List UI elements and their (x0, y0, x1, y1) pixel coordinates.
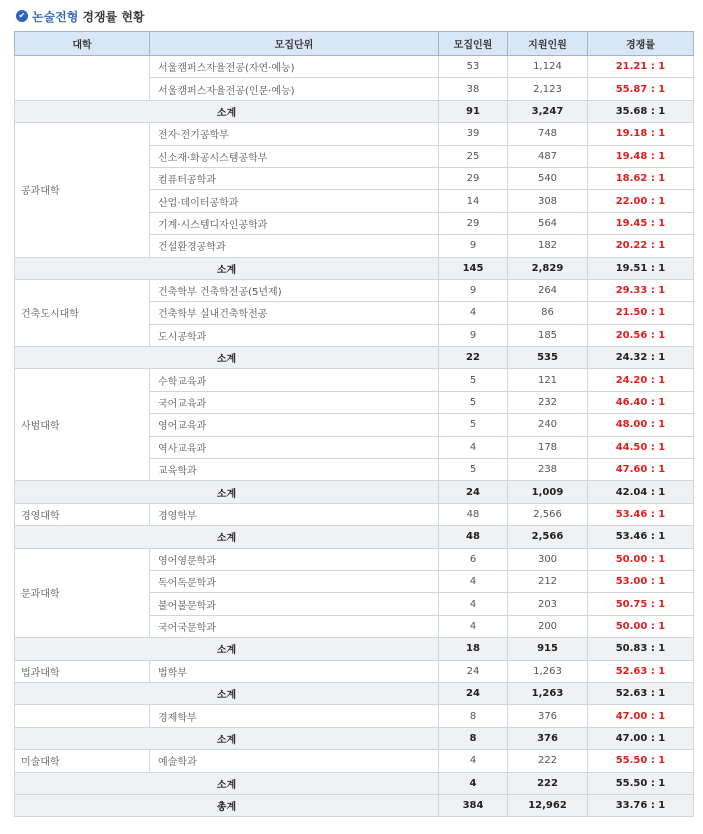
subtotal-label: 소계 (15, 526, 439, 548)
applicants-cell: 1,263 (508, 660, 588, 682)
quota-cell: 4 (439, 615, 508, 637)
applicants-cell: 178 (508, 436, 588, 458)
rate-cell: 50.00 : 1 (588, 615, 694, 637)
applicants-cell: 564 (508, 212, 588, 234)
header-quota: 모집인원 (439, 32, 508, 56)
table-row (15, 279, 694, 301)
rate-cell: 19.45 : 1 (588, 212, 694, 234)
rate-cell: 21.50 : 1 (588, 302, 694, 324)
rate-cell: 50.00 : 1 (588, 548, 694, 570)
quota-cell: 4 (439, 593, 508, 615)
subtotal-label: 소계 (15, 481, 439, 503)
applicants-cell: 2,123 (508, 78, 588, 100)
applicants-cell: 1,124 (508, 56, 588, 78)
quota-cell: 4 (439, 436, 508, 458)
table-row (15, 660, 694, 682)
table-body (15, 56, 694, 817)
table-row (15, 548, 694, 570)
subtotal-rate: 47.00 : 1 (588, 727, 694, 749)
quota-cell: 53 (439, 56, 508, 78)
subtotal-quota: 4 (439, 772, 508, 794)
applicants-cell: 203 (508, 593, 588, 615)
subtotal-applicants: 2,829 (508, 257, 588, 279)
quota-cell: 5 (439, 414, 508, 436)
unit-cell: 독어독문학과 (150, 570, 439, 592)
rate-cell: 48.00 : 1 (588, 414, 694, 436)
subtotal-row (15, 772, 694, 794)
quota-cell: 29 (439, 167, 508, 189)
quota-cell: 38 (439, 78, 508, 100)
quota-cell: 4 (439, 302, 508, 324)
college-cell: 법과대학 (15, 660, 150, 682)
total-row (15, 794, 694, 816)
rate-cell: 52.63 : 1 (588, 660, 694, 682)
table-row (15, 56, 694, 78)
total-applicants: 12,962 (508, 794, 588, 816)
table-row (15, 750, 694, 772)
rate-cell: 55.87 : 1 (588, 78, 694, 100)
college-cell: 문과대학 (15, 548, 150, 638)
applicants-cell: 182 (508, 235, 588, 257)
subtotal-row (15, 257, 694, 279)
subtotal-row (15, 638, 694, 660)
unit-cell: 예술학과 (150, 750, 439, 772)
rate-cell: 47.60 : 1 (588, 459, 694, 481)
subtotal-applicants: 222 (508, 772, 588, 794)
quota-cell: 25 (439, 145, 508, 167)
quota-cell: 6 (439, 548, 508, 570)
applicants-cell: 232 (508, 391, 588, 413)
total-rate: 33.76 : 1 (588, 794, 694, 816)
unit-cell: 법학부 (150, 660, 439, 682)
table-header-row (15, 32, 694, 56)
rate-cell: 19.48 : 1 (588, 145, 694, 167)
subtotal-rate: 24.32 : 1 (588, 347, 694, 369)
applicants-cell: 240 (508, 414, 588, 436)
header-unit: 모집단위 (150, 32, 439, 56)
quota-cell: 39 (439, 123, 508, 145)
rate-cell: 19.18 : 1 (588, 123, 694, 145)
subtotal-rate: 53.46 : 1 (588, 526, 694, 548)
subtotal-rate: 42.04 : 1 (588, 481, 694, 503)
quota-cell: 8 (439, 705, 508, 727)
college-cell (15, 56, 150, 101)
applicants-cell: 200 (508, 615, 588, 637)
unit-cell: 경영학부 (150, 503, 439, 525)
subtotal-quota: 8 (439, 727, 508, 749)
subtotal-row (15, 481, 694, 503)
quota-cell: 48 (439, 503, 508, 525)
applicants-cell: 376 (508, 705, 588, 727)
subtotal-rate: 52.63 : 1 (588, 682, 694, 704)
rate-cell: 53.00 : 1 (588, 570, 694, 592)
college-cell: 공과대학 (15, 123, 150, 257)
subtotal-label: 소계 (15, 727, 439, 749)
subtotal-quota: 48 (439, 526, 508, 548)
subtotal-rate: 35.68 : 1 (588, 100, 694, 122)
subtotal-applicants: 2,566 (508, 526, 588, 548)
header-rate: 경쟁률 (588, 32, 694, 56)
college-cell: 건축도시대학 (15, 279, 150, 346)
rate-cell: 20.56 : 1 (588, 324, 694, 346)
rate-cell: 20.22 : 1 (588, 235, 694, 257)
unit-cell: 영어영문학과 (150, 548, 439, 570)
unit-cell: 교육학과 (150, 459, 439, 481)
college-cell (15, 705, 150, 727)
unit-cell: 국어교육과 (150, 391, 439, 413)
rate-cell: 22.00 : 1 (588, 190, 694, 212)
subtotal-quota: 18 (439, 638, 508, 660)
unit-cell: 신소재·화공시스템공학부 (150, 145, 439, 167)
college-cell: 경영대학 (15, 503, 150, 525)
rate-cell: 50.75 : 1 (588, 593, 694, 615)
rate-cell: 24.20 : 1 (588, 369, 694, 391)
unit-cell: 건축학부 건축학전공(5년제) (150, 279, 439, 301)
unit-cell: 수학교육과 (150, 369, 439, 391)
quota-cell: 24 (439, 660, 508, 682)
unit-cell: 경제학부 (150, 705, 439, 727)
unit-cell: 역사교육과 (150, 436, 439, 458)
table-row (15, 705, 694, 727)
rate-cell: 44.50 : 1 (588, 436, 694, 458)
quota-cell: 5 (439, 391, 508, 413)
unit-cell: 전자·전기공학부 (150, 123, 439, 145)
subtotal-row (15, 682, 694, 704)
quota-cell: 9 (439, 324, 508, 346)
applicants-cell: 222 (508, 750, 588, 772)
unit-cell: 서울캠퍼스자율전공(인문·예능) (150, 78, 439, 100)
applicants-cell: 121 (508, 369, 588, 391)
rate-cell: 55.50 : 1 (588, 750, 694, 772)
subtotal-applicants: 1,009 (508, 481, 588, 503)
table-row (15, 503, 694, 525)
total-quota: 384 (439, 794, 508, 816)
subtotal-applicants: 915 (508, 638, 588, 660)
subtotal-label: 소계 (15, 347, 439, 369)
competition-table (14, 31, 694, 817)
header-college: 대학 (15, 32, 150, 56)
unit-cell: 국어국문학과 (150, 615, 439, 637)
subtotal-label: 소계 (15, 682, 439, 704)
quota-cell: 5 (439, 369, 508, 391)
subtotal-applicants: 535 (508, 347, 588, 369)
subtotal-row (15, 100, 694, 122)
subtotal-quota: 22 (439, 347, 508, 369)
applicants-cell: 748 (508, 123, 588, 145)
subtotal-quota: 24 (439, 682, 508, 704)
subtotal-label: 소계 (15, 257, 439, 279)
subtotal-label: 소계 (15, 638, 439, 660)
applicants-cell: 185 (508, 324, 588, 346)
unit-cell: 산업·데이터공학과 (150, 190, 439, 212)
rate-cell: 18.62 : 1 (588, 167, 694, 189)
unit-cell: 도시공학과 (150, 324, 439, 346)
subtotal-row (15, 347, 694, 369)
subtotal-applicants: 376 (508, 727, 588, 749)
applicants-cell: 300 (508, 548, 588, 570)
quota-cell: 9 (439, 235, 508, 257)
applicants-cell: 487 (508, 145, 588, 167)
college-cell: 미술대학 (15, 750, 150, 772)
college-cell: 사범대학 (15, 369, 150, 481)
applicants-cell: 2,566 (508, 503, 588, 525)
table-row (15, 369, 694, 391)
section-title (16, 7, 145, 25)
applicants-cell: 264 (508, 279, 588, 301)
rate-cell: 29.33 : 1 (588, 279, 694, 301)
subtotal-row (15, 727, 694, 749)
title-prefix: 논술전형 (32, 9, 79, 24)
rate-cell: 53.46 : 1 (588, 503, 694, 525)
quota-cell: 29 (439, 212, 508, 234)
rate-cell: 46.40 : 1 (588, 391, 694, 413)
subtotal-rate: 19.51 : 1 (588, 257, 694, 279)
total-label: 총계 (15, 794, 439, 816)
unit-cell: 서울캠퍼스자율전공(자연·예능) (150, 56, 439, 78)
header-applicants: 지원인원 (508, 32, 588, 56)
subtotal-quota: 91 (439, 100, 508, 122)
quota-cell: 4 (439, 750, 508, 772)
quota-cell: 14 (439, 190, 508, 212)
applicants-cell: 540 (508, 167, 588, 189)
subtotal-row (15, 526, 694, 548)
subtotal-applicants: 1,263 (508, 682, 588, 704)
subtotal-quota: 24 (439, 481, 508, 503)
rate-cell: 21.21 : 1 (588, 56, 694, 78)
quota-cell: 5 (439, 459, 508, 481)
subtotal-quota: 145 (439, 257, 508, 279)
unit-cell: 건설환경공학과 (150, 235, 439, 257)
applicants-cell: 238 (508, 459, 588, 481)
unit-cell: 불어불문학과 (150, 593, 439, 615)
applicants-cell: 212 (508, 570, 588, 592)
rate-cell: 47.00 : 1 (588, 705, 694, 727)
applicants-cell: 308 (508, 190, 588, 212)
quota-cell: 9 (439, 279, 508, 301)
subtotal-applicants: 3,247 (508, 100, 588, 122)
unit-cell: 영어교육과 (150, 414, 439, 436)
unit-cell: 컴퓨터공학과 (150, 167, 439, 189)
check-circle-icon: ✔ (16, 10, 28, 22)
subtotal-label: 소계 (15, 100, 439, 122)
unit-cell: 기계·시스템디자인공학과 (150, 212, 439, 234)
subtotal-label: 소계 (15, 772, 439, 794)
title-suffix: 경쟁률 현황 (82, 9, 145, 24)
subtotal-rate: 55.50 : 1 (588, 772, 694, 794)
applicants-cell: 86 (508, 302, 588, 324)
table-row (15, 123, 694, 145)
unit-cell: 건축학부 실내건축학전공 (150, 302, 439, 324)
subtotal-rate: 50.83 : 1 (588, 638, 694, 660)
quota-cell: 4 (439, 570, 508, 592)
